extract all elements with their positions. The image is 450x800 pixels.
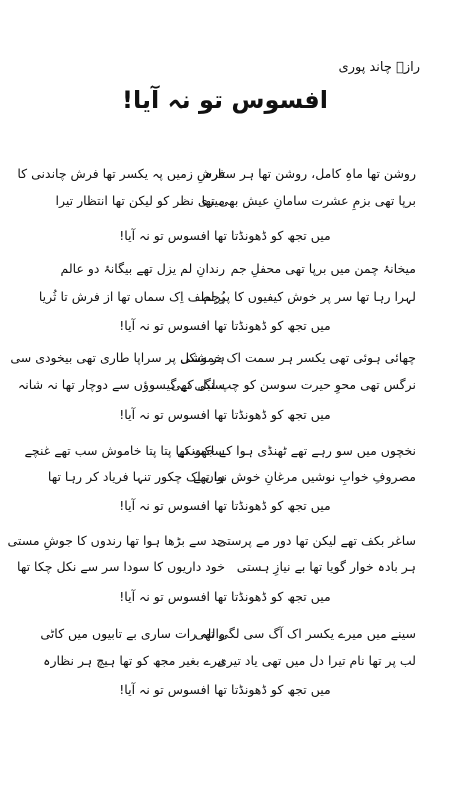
verse-line: تیرے بغیر مجھ کو تھا ہیچ ہر نظارہ	[43, 653, 225, 668]
verse-line: ہر شکل پر سراپا طاری تھی بیخودی سی	[10, 350, 225, 365]
verse-line: فرشِ زمیں پہ یکسر تھا فرش چاندنی کا	[17, 166, 225, 181]
refrain-line: میں تجھ کو ڈھونڈتا تھا افسوس تو نہ آیا!	[119, 498, 331, 513]
verse-line: خود داریوں کا سودا سر سے نکل چکا تھا	[17, 559, 225, 574]
verse-line: روشن تھا ماہِ کامل، روشن تھا ہر ستارہ	[204, 166, 416, 181]
verse-line: رندانِ لم یزل تھے بیگانۂ دو عالم	[60, 261, 225, 276]
refrain-line: میں تجھ کو ڈھونڈتا تھا افسوس تو نہ آیا!	[119, 589, 331, 604]
poem-title: افسوس تو نہ آیا!	[122, 86, 328, 114]
verse-line: ہاں اِک چکور تنہا فریاد کر رہا تھا	[47, 469, 225, 484]
poet-name: رازؔ چاند پوری	[338, 60, 420, 75]
verse-line: چھائی ہوئی تھی یکسر ہر سمت اک خموشی	[180, 350, 416, 365]
verse-line: واللہ رات ساری بے تابیوں میں کاٹی	[40, 626, 225, 641]
verse-line: مصروفِ خوابِ نوشیں مرغانِ خوش نوا تھے	[193, 469, 416, 484]
verse-line: سنبل کے گیسوؤں سے دوچار تھا نہ شانہ	[17, 377, 225, 392]
verse-line: ہر بادہ خوار گویا تھا بے نیازِ ہستی	[236, 559, 416, 574]
refrain-line: میں تجھ کو ڈھونڈتا تھا افسوس تو نہ آیا!	[119, 407, 331, 422]
verse-line: لب پر تھا نام تیرا دل میں تھی یاد تیری	[217, 653, 416, 668]
verse-line: نخچوں میں سو رہے تھے ٹھنڈی ہوا کے جھونکے	[177, 443, 416, 458]
verse-line: ساکت تھا پتا پتا خاموش سب تھے غنچے	[24, 443, 225, 458]
verse-line: حد سے بڑھا ہوا تھا رندوں کا جوشِ مستی	[7, 533, 225, 548]
verse-line: میری نظر کو لیکن تھا انتظار تیرا	[55, 193, 225, 208]
verse-line: ساغر بکف تھے لیکن تھا دور مے پرستی	[216, 533, 416, 548]
refrain-line: میں تجھ کو ڈھونڈتا تھا افسوس تو نہ آیا!	[119, 228, 331, 243]
verse-line: میخانۂ چمن میں برپا تھی محفلِ جم	[230, 261, 416, 276]
verse-line: نرگس تھی محوِ حیرت سوسن کو چپ لگی تھی	[170, 377, 416, 392]
verse-line: لہرا رہا تھا سر پر خوش کیفیوں کا پرچم	[203, 289, 416, 304]
refrain-line: میں تجھ کو ڈھونڈتا تھا افسوس تو نہ آیا!	[119, 682, 331, 697]
verse-line: برپا تھی بزمِ عشرت سامانِ عیش بھی تھا	[201, 193, 416, 208]
verse-line: سینے میں میرے یکسر اک آگ سی لگی تھی	[194, 626, 416, 641]
verse-line: پُرلطف اِک سماں تھا از فرش تا ثُریا	[38, 289, 225, 304]
refrain-line: میں تجھ کو ڈھونڈتا تھا افسوس تو نہ آیا!	[119, 318, 331, 333]
